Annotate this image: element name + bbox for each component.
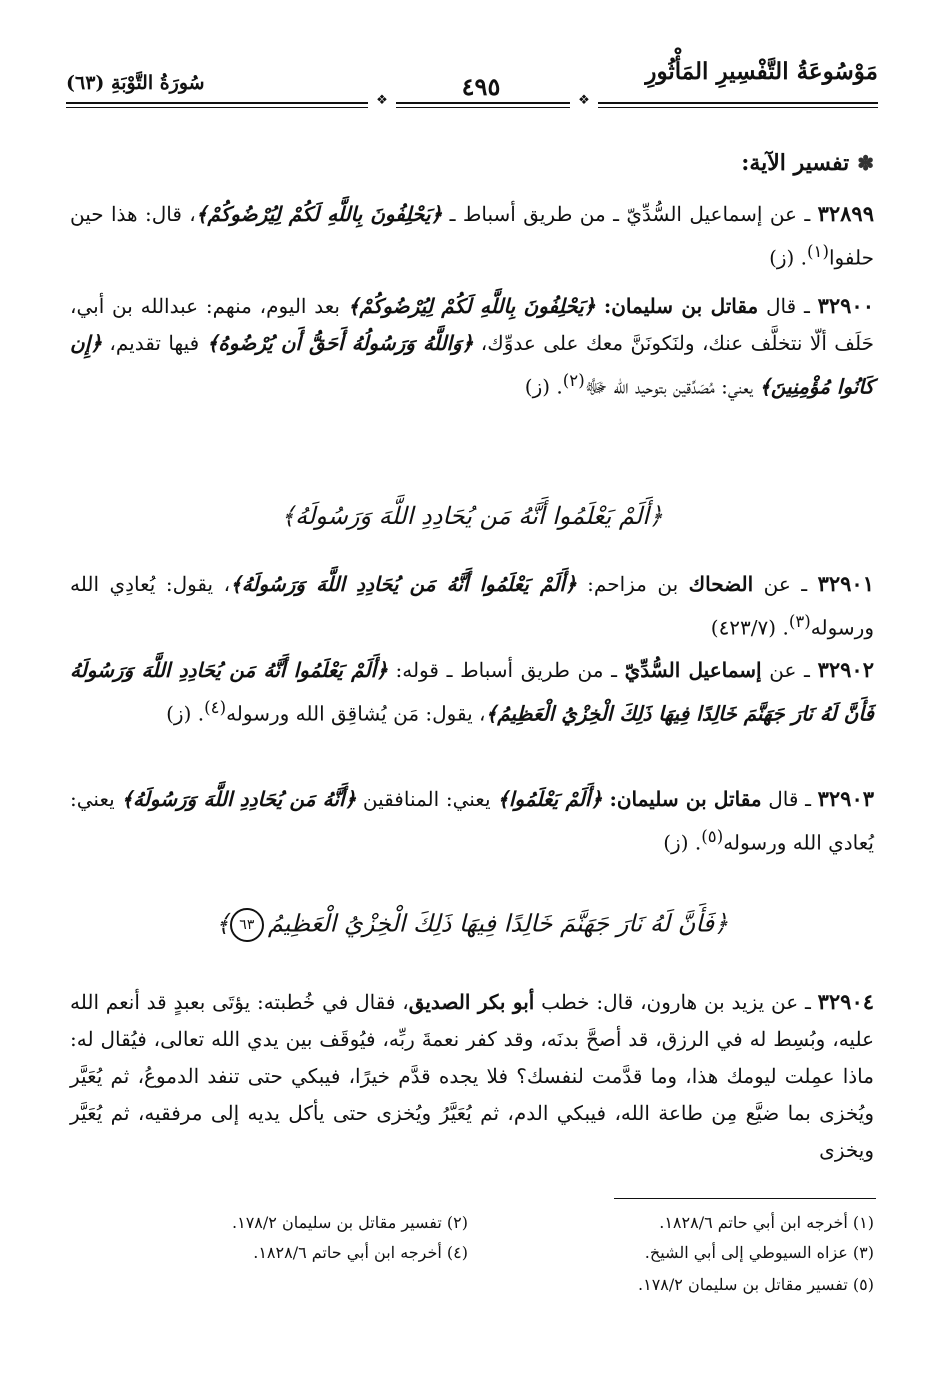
page-header xyxy=(66,58,878,114)
narration-text: . (ز) xyxy=(769,245,808,270)
footnote-5: (٥) تفسير مقاتل بن سليمان ١٧٨/٢. xyxy=(638,1275,874,1294)
verse-heading xyxy=(70,908,874,942)
quran-quote: ﴿يَحْلِفُونَ بِاللَّهِ لَكُمْ لِيُرْضُوكُمْ﴾ xyxy=(195,202,443,226)
footnote-ref: (٢) xyxy=(562,371,585,390)
narration-text: بعد اليوم، منهم: عبدالله بن أبي، حَلَف ألّا نتخلَّف عنك، ولنَكونَنَّ معك على عدوِّك، xyxy=(70,294,874,355)
footnote-1: (١) أخرجه ابن أبي حاتم ١٨٢٨/٦. xyxy=(659,1213,874,1232)
footnotes xyxy=(70,1212,874,1322)
narration-32902 xyxy=(70,651,874,733)
verse-heading-text: ﴿فَأَنَّ لَهُ نَارَ جَهَنَّمَ خَالِدًا فِيهَا ذَلِكَ الْخِزْيُ الْعَظِيمُ xyxy=(267,909,729,938)
narration-text: . (٤٢٣/٧) xyxy=(710,615,789,640)
quran-quote: ﴿أَلَمْ يَعْلَمُوا أَنَّهُ مَن يُحَادِدِ اللَّهَ وَرَسُولَهُ﴾ xyxy=(230,572,577,596)
narration-32903 xyxy=(70,780,874,862)
narrator-name: مقاتل بن سليمان: xyxy=(609,787,762,811)
narration-number: ٣٢٨٩٩ xyxy=(817,201,874,226)
narration-32904 xyxy=(70,983,874,1169)
verse-close-bracket: ﴾ xyxy=(215,909,230,938)
narration-number: ٣٢٩٠٠ xyxy=(817,293,874,318)
verse-number-badge: ٦٣ xyxy=(230,908,264,942)
section-heading-text: تفسير الآية: xyxy=(741,150,850,176)
page-number: ٤٩٥ xyxy=(461,72,501,101)
narration-text: ـ قال xyxy=(761,787,818,811)
narration-text: يعني: مُصَدِّقين بتوحيد الله ﷻ xyxy=(584,374,760,399)
footnote-4: (٤) أخرجه ابن أبي حاتم ١٨٢٨/٦. xyxy=(253,1243,468,1262)
narrator-name: مقاتل بن سليمان: xyxy=(603,294,759,318)
surah-title: سُورَةُ التَّوْبَةِ (٦٣) xyxy=(66,72,205,94)
narration-32899 xyxy=(70,195,874,277)
section-heading xyxy=(741,150,874,176)
narration-text: ـ عن xyxy=(753,572,818,596)
narration-text: . (ز) xyxy=(663,830,702,855)
quran-quote: ﴿أَنَّهُ مَن يُحَادِدِ اللَّهَ وَرَسُولَهُ﴾ xyxy=(121,787,357,811)
header-rule-thin xyxy=(66,107,878,108)
verse-heading-text: ﴿أَلَمْ يَعْلَمُوا أَنَّهُ مَن يُحَادِدِ اللَّهَ وَرَسُولَهُ﴾ xyxy=(281,502,663,530)
narration-text: ـ عن xyxy=(761,658,818,682)
narration-text: ـ عن إسماعيل السُّدِّيّ ـ من طريق أسباط ـ xyxy=(442,202,818,226)
narration-number: ٣٢٩٠١ xyxy=(817,571,874,596)
quran-quote: ﴿أَلَمْ يَعْلَمُوا أَنَّهُ مَن يُحَادِدِ اللَّهَ وَرَسُولَهُ فَأَنَّ لَهُ نَارَ جَهَنَّمَ خَالِدًا فِيهَا ذَلِكَ الْخِزْيُ الْعَظِيمُ﴾ xyxy=(70,658,874,726)
footnote-2: (٢) تفسير مقاتل بن سليمان ١٧٨/٢. xyxy=(232,1213,468,1232)
narration-text: ، قال: هذا حين حلفوا xyxy=(70,202,874,270)
quran-quote: ﴿وَاللَّهُ وَرَسُولُهُ أَحَقُّ أَن يُرْضُوهُ﴾ xyxy=(206,331,474,355)
footnote-ref: (٥) xyxy=(701,827,724,846)
narration-text: يعني: المنافقين xyxy=(356,787,498,811)
narrator-name: أبو بكر الصديق xyxy=(408,990,535,1014)
narrator-name: إسماعيل السُّدِّيّ xyxy=(624,658,762,682)
narration-text: ، يقول: يُعادِي الله ورسوله xyxy=(70,572,874,640)
narration-text: ـ عن يزيد بن هارون، قال: خطب xyxy=(534,990,818,1014)
narration-text: بن مزاحم: xyxy=(576,572,689,596)
quran-quote: ﴿يَحْلِفُونَ بِاللَّهِ لَكُمْ لِيُرْضُوكُمْ﴾ xyxy=(347,294,604,318)
ornament-left-icon: ❖ xyxy=(368,94,396,108)
narration-32900 xyxy=(70,287,874,406)
narration-text: ـ قال xyxy=(758,294,818,318)
narration-text: . (ز) xyxy=(524,374,563,399)
narration-text: . (ز) xyxy=(166,701,205,726)
narration-number: ٣٢٩٠٣ xyxy=(817,786,875,811)
narration-32901 xyxy=(70,565,874,647)
quran-quote: ﴿إِن كَانُوا مُؤْمِنِينَ﴾ xyxy=(70,331,874,399)
footnote-ref: (١) xyxy=(807,242,829,261)
narration-text: ـ من طريق أسباط ـ قوله: xyxy=(387,658,625,682)
footnote-divider xyxy=(614,1198,876,1199)
verse-heading xyxy=(70,502,874,530)
narration-text: ، فقال في خُطبته: يؤتَى بعبدٍ قد أنعم الله عليه، وبُسِط له في الرزق، قد أصحَّ بدنَه، وقد كفر نعمةَ ربِّه، فيُوقَف بين يدي الله تعالى، فيُقال له: ماذا عمِلت ليومك هذا، وما قدَّمت لنفسك؟ فلا يجده قدَّم خيرًا، فيبكي حتى تنفد الدموعُ، ثم يُعَيَّر ويُخزى بما ضيَّع مِن طاعة الله، فيبكي الدم، ثم يُعَيَّرُ ويُخزى حتى يأكل يديه إلى مرفقيه، ثم يُعَيَّر ويخزى xyxy=(70,990,875,1162)
ornament-right-icon: ❖ xyxy=(570,94,598,108)
header-rule-thick xyxy=(66,102,878,104)
book-title: مَوْسُوعَةُ التَّفْسِيرِ المَأْثُورِ xyxy=(645,58,878,85)
footnote-3: (٣) عزاه السيوطي إلى أبي الشيخ. xyxy=(644,1243,874,1262)
narration-number: ٣٢٩٠٤ xyxy=(817,989,875,1014)
narrator-name: الضحاك xyxy=(688,572,754,596)
narration-text: ، يقول: مَن يُشاقِق الله ورسوله xyxy=(226,701,486,726)
footnote-ref: (٤) xyxy=(204,698,227,717)
narration-text: فيها تقديم، xyxy=(101,331,207,355)
quran-quote: ﴿أَلَمْ يَعْلَمُوا﴾ xyxy=(497,787,610,811)
flower-marker-icon: ✽ xyxy=(857,151,874,175)
footnote-ref: (٣) xyxy=(788,612,811,631)
narration-number: ٣٢٩٠٢ xyxy=(817,657,874,682)
narration-text: يعني: يُعادي الله ورسوله xyxy=(70,787,874,855)
